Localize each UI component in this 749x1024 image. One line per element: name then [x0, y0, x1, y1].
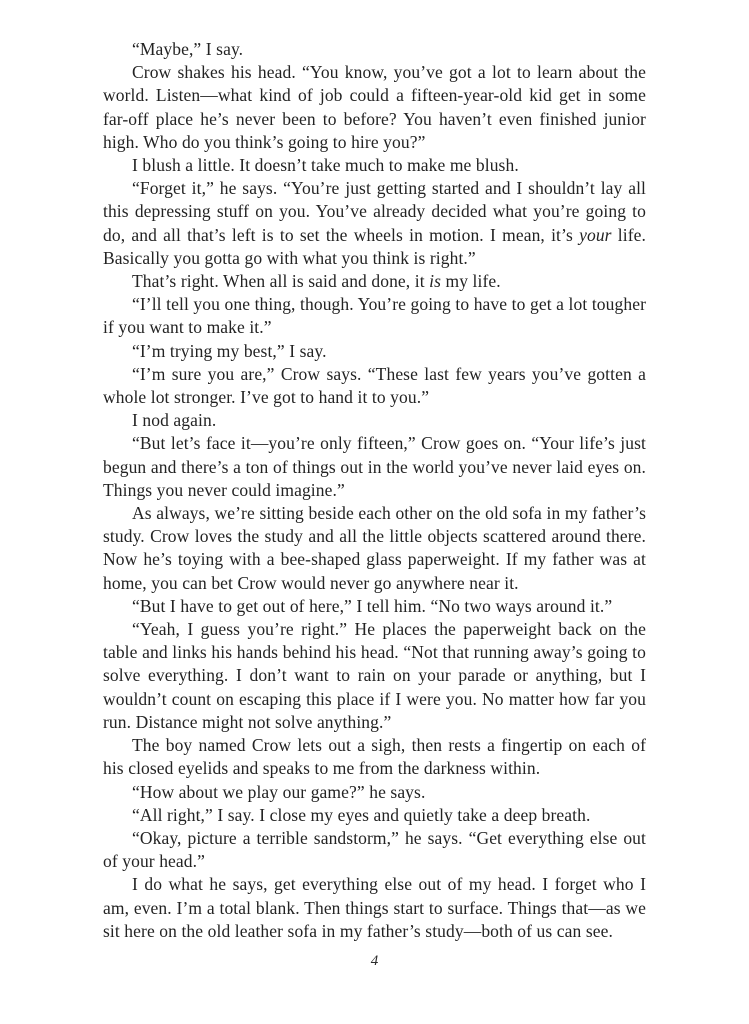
text-run: “Maybe,” I say. — [132, 39, 244, 59]
text-run: “I’m trying my best,” I say. — [132, 340, 327, 361]
text-run: “Forget it,” he says. “You’re just getting started and I shouldn’t lay all this depressing stuff on you. You’ve already decided what you’re going to do, and all that’s left is to set the wheels in motion. I mean, it’s — [103, 178, 646, 245]
paragraph — [103, 618, 646, 734]
text-run: “Okay, picture a terrible sandstorm,” he says. “Get everything else out of your head.” — [103, 827, 646, 872]
paragraph — [103, 270, 646, 293]
paragraph — [103, 502, 646, 595]
paragraph — [103, 293, 646, 339]
text-run: my life. — [441, 271, 501, 292]
paragraph — [103, 38, 646, 61]
text-run: That’s right. When all is said and done, it — [132, 271, 430, 292]
paragraph — [103, 873, 646, 943]
page-number: 4 — [370, 953, 379, 969]
text-run: I nod again. — [132, 410, 217, 431]
paragraph — [103, 804, 646, 827]
paragraph — [103, 154, 646, 177]
paragraph — [103, 781, 646, 804]
italic-text: your — [579, 224, 612, 245]
paragraph — [103, 177, 646, 270]
paragraph — [103, 734, 646, 780]
paragraph — [103, 61, 646, 154]
text-run: “Yeah, I guess you’re right.” He places the paperweight back on the table and links his hands behind his head. “Not that running away’s going to solve everything. I don’t want to rain on your parade or anything, but I wouldn’t count on escaping this place if I were you. No matter how far you run. Distance might not solve anything.” — [103, 619, 646, 732]
paragraph — [103, 340, 646, 363]
paragraph — [103, 432, 646, 502]
text-run: I blush a little. It doesn’t take much to make me blush. — [132, 155, 519, 176]
paragraph — [103, 595, 646, 618]
italic-text: is — [429, 271, 442, 292]
paragraph — [103, 363, 646, 409]
text-block — [103, 38, 646, 943]
text-run: life. Basically you gotta go with what you think is right.” — [103, 224, 646, 268]
text-run: I do what he says, get everything else out of my head. I forget who I am, even. I’m a total blank. Then things start to surface. Things that—as we sit here on the old leather sofa in my father’s study—both of us can see. — [103, 874, 646, 941]
text-run: “But let’s face it—you’re only fifteen,” Crow goes on. “Your life’s just begun and there’s a ton of things out in the world you’ve never laid eyes on. Things you never could imagine.” — [103, 433, 646, 500]
paragraph — [103, 827, 646, 873]
text-run: “All right,” I say. I close my eyes and quietly take a deep breath. — [132, 804, 591, 825]
text-run: “I’m sure you are,” Crow says. “These last few years you’ve gotten a whole lot stronger. I’ve got to hand it to you.” — [103, 363, 646, 408]
text-run: Crow shakes his head. “You know, you’ve got a lot to learn about the world. Listen—what kind of job could a fifteen-year-old kid get in some far-off place he’s never been to before? You haven’t even finished junior high. Who do you think’s going to hire you?” — [103, 62, 646, 152]
text-run: The boy named Crow lets out a sigh, then rests a fingertip on each of his closed eyelids and speaks to me from the darkness within. — [103, 735, 646, 779]
paragraph — [103, 409, 646, 432]
text-run: “But I have to get out of here,” I tell him. “No two ways around it.” — [132, 595, 613, 616]
text-run: “How about we play our game?” he says. — [132, 781, 426, 802]
text-run: As always, we’re sitting beside each other on the old sofa in my father’s study. Crow loves the study and all the little objects scattered around there. Now he’s toying with a bee-shaped glass paperweight. If my father was at home, you can bet Crow would never go anywhere near it. — [103, 503, 646, 593]
text-run: “I’ll tell you one thing, though. You’re going to have to get a lot tougher if you want to make it.” — [103, 294, 646, 338]
